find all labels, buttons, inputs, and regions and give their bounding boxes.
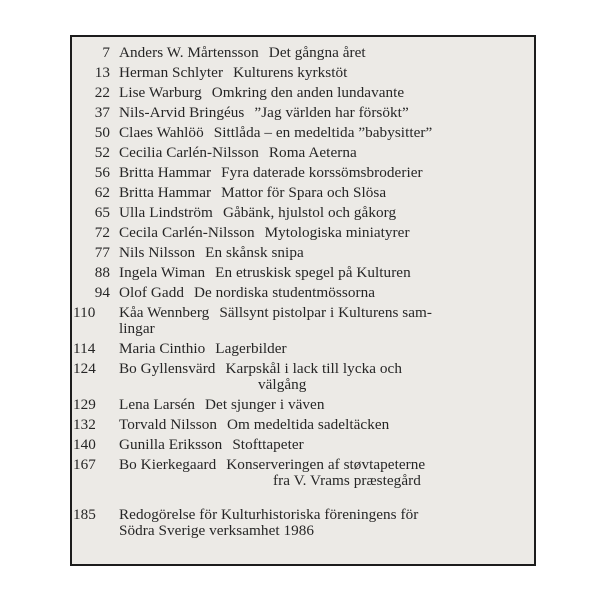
toc-entry [73,85,533,101]
entry-author: Bo Kierkegaard [119,456,217,473]
toc-entry [73,397,533,413]
entry-title: Om medeltida sadeltäcken [226,416,390,433]
toc-entry [73,361,533,393]
toc-entry [73,437,533,453]
entry-title: ”Jag världen har försökt” [254,104,409,121]
entry-title: Stofttapeter [232,436,304,453]
entry-author: Olof Gadd [119,284,184,301]
entry-author: Anders W. Mårtensson [119,44,259,61]
entry-author: Nils Nilsson [119,244,196,261]
page-number: 37 [94,104,110,121]
entry-title: Omkring den anden lundavante [211,84,405,101]
toc-entry [73,341,533,357]
page-number: 65 [94,204,110,221]
entry-author: Claes Wahlöö [119,124,204,141]
toc-entry [73,145,533,161]
entry-author: Maria Cinthio [119,340,206,357]
entry-title: Det sjunger i väven [205,396,325,413]
toc-entry [73,507,533,539]
page-number: 50 [94,124,110,141]
entry-author: Kåa Wennberg [119,304,210,321]
entry-author: Lena Larsén [119,396,196,413]
toc-entry [73,165,533,181]
entry-title: Mytologiska miniatyrer [264,224,410,241]
toc-entry [73,205,533,221]
toc-entry [73,305,533,337]
entry-author: Lise Warburg [119,84,202,101]
entry-author: Ulla Lindström [119,204,213,221]
entry-title: De nordiska studentmössorna [193,284,376,301]
toc-entry [73,105,533,121]
page-number: 94 [94,284,110,301]
page-number: 185 [73,506,96,523]
toc-entry [73,457,533,489]
entry-title: Kulturens kyrkstöt [233,64,348,81]
page-number: 129 [73,396,96,413]
toc-entry [73,417,533,433]
entry-title: Gåbänk, hjulstol och gåkorg [222,204,397,221]
page-number: 13 [94,64,110,81]
entry-author: Ingela Wiman [119,264,206,281]
toc-entry [73,185,533,201]
toc-entry [73,285,533,301]
page-number: 88 [94,264,110,281]
entry-author: Britta Hammar [119,164,212,181]
entry-author: Cecila Carlén-Nilsson [119,224,255,241]
entry-title: En etruskisk spegel på Kulturen [215,264,411,281]
entry-title: Sittlåda – en medeltida ”babysitter” [213,124,433,141]
entry-title-continued: Södra Sverige verksamhet 1986 [119,522,315,539]
page-number: 22 [94,84,110,101]
entry-author: Nils-Arvid Bringéus [119,104,245,121]
entry-title-continued: välgång [258,376,307,393]
toc-entry [73,265,533,281]
entry-author: Herman Schlyter [119,64,224,81]
page-number: 110 [73,304,96,321]
page-number: 140 [73,436,96,453]
entry-title: Det gångna året [268,44,366,61]
entry-author: Gunilla Eriksson [119,436,223,453]
entry-title-continued: lingar [119,320,155,337]
page-number: 124 [73,360,96,377]
entry-title-continued: fra V. Vrams præstegård [273,472,421,489]
page-number: 114 [73,340,96,357]
entry-title: En skånsk snipa [205,244,304,261]
page-number: 167 [73,456,96,473]
entry-author: Britta Hammar [119,184,212,201]
toc-entry [73,45,533,61]
toc-entry [73,125,533,141]
page-number: 7 [102,44,110,61]
entry-title: Lagerbilder [215,340,287,357]
toc-entry [73,245,533,261]
entry-author: Torvald Nilsson [119,416,217,433]
entry-title: Mattor för Spara och Slösa [221,184,387,201]
entry-title: Karpskål i lack till lycka och [225,360,402,377]
entry-title: Roma Aeterna [268,144,357,161]
entry-author: Cecilia Carlén-Nilsson [119,144,259,161]
toc-entry [73,225,533,241]
page-number: 77 [94,244,110,261]
toc-entry [73,65,533,81]
entry-title: Sällsynt pistolpar i Kulturens sam- [219,304,433,321]
entry-title: Konserveringen af støvtapeterne [226,456,426,473]
page-number: 72 [94,224,110,241]
table-of-contents [73,45,533,539]
entry-title: Fyra daterade korssömsbroderier [221,164,423,181]
page-number: 52 [94,144,110,161]
entry-author: Bo Gyllensvärd [119,360,216,377]
entry-title: Redogörelse för Kulturhistoriska föreningens för [119,506,419,523]
page-number: 132 [73,416,96,433]
page-number: 56 [94,164,110,181]
page-number: 62 [94,184,110,201]
